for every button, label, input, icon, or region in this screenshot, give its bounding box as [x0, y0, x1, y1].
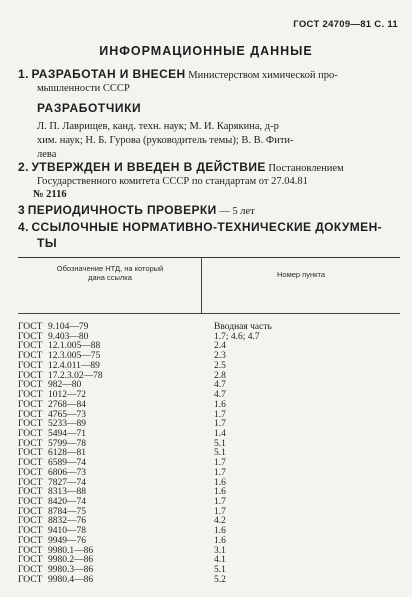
gost-number: 6128—81: [48, 448, 86, 459]
point-number: 3.1: [214, 545, 226, 556]
section-1-heading: РАЗРАБОТАН И ВНЕСЕН: [31, 67, 186, 81]
section-3-text: — 5 лет: [219, 206, 255, 217]
point-number: 1.6: [214, 535, 226, 546]
gost-number: 9980.4—86: [48, 574, 94, 585]
developers-line-2: хим. наук; Н. Б. Гурова (руководитель темы); В. В. Фити-: [37, 135, 294, 146]
gost-prefix: ГОСТ: [18, 438, 43, 449]
section-4-number: 4.: [18, 220, 29, 234]
developers-line-3: лева: [37, 149, 57, 160]
section-1: [18, 68, 398, 82]
point-number: 2.8: [214, 370, 226, 381]
section-4: [18, 221, 398, 235]
gost-prefix: ГОСТ: [18, 535, 43, 546]
gost-prefix: ГОСТ: [18, 574, 43, 585]
gost-number: 5799—78: [48, 438, 86, 449]
gost-prefix: ГОСТ: [18, 409, 43, 420]
point-number: 5.1: [214, 438, 226, 449]
gost-number: 9980.1—86: [48, 545, 94, 556]
gost-prefix: ГОСТ: [18, 351, 43, 362]
gost-number: 12.4.011—89: [48, 360, 100, 371]
gost-prefix: ГОСТ: [18, 487, 43, 498]
point-number: 1.7; 4.6; 4.7: [214, 331, 260, 342]
point-number: 1.4: [214, 428, 226, 439]
gost-prefix: ГОСТ: [18, 331, 43, 342]
section-3-heading: ПЕРИОДИЧНОСТЬ ПРОВЕРКИ: [27, 203, 217, 217]
section-2-text: Постановлением: [268, 163, 344, 174]
point-number: 1.6: [214, 487, 226, 498]
gost-prefix: ГОСТ: [18, 341, 43, 352]
gost-prefix: ГОСТ: [18, 428, 43, 439]
table-header-designation-line-2: дана ссылка: [88, 273, 132, 282]
section-2-heading: УТВЕРЖДЕН И ВВЕДЕН В ДЕЙСТВИЕ: [31, 160, 266, 174]
gost-prefix: ГОСТ: [18, 565, 43, 575]
point-number: 4.2: [214, 516, 226, 527]
gost-number: 5233—89: [48, 419, 86, 430]
gost-number: 17.2.3.02—78: [48, 370, 103, 381]
gost-number: 8420—74: [48, 497, 86, 507]
gost-prefix: ГОСТ: [18, 390, 43, 400]
point-number: 1.7: [214, 419, 226, 430]
table-column-divider: [201, 257, 202, 313]
gost-number: 9410—78: [48, 526, 86, 537]
section-1-text: Министерством химической про-: [188, 70, 338, 81]
section-2-line-2: Государственного комитета СССР по стандартам от 27.04.81: [37, 176, 308, 187]
gost-number: 4765—73: [48, 409, 86, 420]
point-number: 4.1: [214, 555, 226, 566]
gost-prefix: ГОСТ: [18, 419, 43, 430]
section-1-number: 1.: [18, 67, 29, 81]
gost-number: 7827—74: [48, 477, 86, 488]
point-number: 1.6: [214, 526, 226, 537]
gost-prefix: ГОСТ: [18, 360, 43, 371]
point-number: 1.7: [214, 497, 226, 507]
point-number: 4.7: [214, 390, 226, 400]
point-number: 5.1: [214, 565, 226, 575]
gost-prefix: ГОСТ: [18, 545, 43, 556]
gost-number: 8784—75: [48, 506, 86, 517]
developers-line-1: Л. П. Лаврищев, канд. техн. наук; М. И. Карякина, д-р: [37, 121, 279, 132]
gost-prefix: ГОСТ: [18, 380, 43, 391]
section-4-line-2: ТЫ: [37, 236, 58, 250]
gost-number: 982—80: [48, 380, 82, 391]
table-header-designation-line-1: Обозначение НТД, на который: [56, 264, 164, 273]
section-3-number: 3: [18, 203, 26, 217]
section-2-line-3: № 2116: [33, 189, 67, 200]
point-number: 1.6: [214, 477, 226, 488]
table-header-point: Номер пункта: [276, 270, 325, 279]
gost-number: 5494—71: [48, 428, 86, 439]
gost-prefix: ГОСТ: [18, 526, 43, 537]
gost-prefix: ГОСТ: [18, 322, 43, 332]
gost-number: 6806—73: [48, 467, 86, 478]
gost-prefix: ГОСТ: [18, 497, 43, 507]
section-4-heading: ССЫЛОЧНЫЕ НОРМАТИВНО-ТЕХНИЧЕСКИЕ ДОКУМЕН-: [31, 220, 383, 234]
gost-number: 2768—84: [48, 399, 86, 410]
gost-number: 8313—88: [48, 487, 86, 498]
gost-number: 8832—76: [48, 516, 86, 527]
table-top-rule: [18, 257, 400, 258]
gost-prefix: ГОСТ: [18, 467, 43, 478]
point-number: 1.6: [214, 399, 226, 410]
gost-number: 9.403—80: [48, 331, 89, 342]
point-number: 5.2: [214, 574, 226, 585]
gost-prefix: ГОСТ: [18, 448, 43, 459]
point-number: 5.1: [214, 448, 226, 459]
gost-number: 12.3.005—75: [48, 351, 101, 362]
gost-number: 9949—76: [48, 535, 86, 546]
gost-number: 9.104—79: [48, 322, 89, 332]
point-number: 2.3: [214, 351, 226, 362]
gost-prefix: ГОСТ: [18, 399, 43, 410]
gost-prefix: ГОСТ: [18, 555, 43, 566]
gost-number: 9980.3—86: [48, 565, 94, 575]
section-3: [18, 204, 398, 218]
table-header-rule: [18, 313, 400, 314]
point-number: 1.7: [214, 458, 226, 469]
document-title: ИНФОРМАЦИОННЫЕ ДАННЫЕ: [99, 44, 313, 58]
gost-prefix: ГОСТ: [18, 458, 43, 469]
section-2: [18, 161, 398, 175]
developers-heading: РАЗРАБОТЧИКИ: [37, 101, 142, 115]
point-number: 4.7: [214, 380, 226, 391]
gost-number: 9980.2—86: [48, 555, 94, 566]
gost-prefix: ГОСТ: [18, 506, 43, 517]
point-number: 2.5: [214, 360, 226, 371]
point-number: 1.7: [214, 467, 226, 478]
point-number: Вводная часть: [214, 322, 272, 332]
point-number: 1.7: [214, 506, 226, 517]
point-number: 2.4: [214, 341, 226, 352]
section-2-number: 2.: [18, 160, 29, 174]
gost-number: 6589—74: [48, 458, 86, 469]
page-header: ГОСТ 24709—81 С. 11: [293, 19, 398, 30]
table-header-designation: [20, 264, 200, 282]
gost-prefix: ГОСТ: [18, 370, 43, 381]
gost-prefix: ГОСТ: [18, 516, 43, 527]
section-1-continuation: мышленности СССР: [37, 83, 130, 94]
gost-prefix: ГОСТ: [18, 477, 43, 488]
point-number: 1.7: [214, 409, 226, 420]
gost-number: 1012—72: [48, 390, 86, 400]
gost-number: 12.1.005—88: [48, 341, 101, 352]
